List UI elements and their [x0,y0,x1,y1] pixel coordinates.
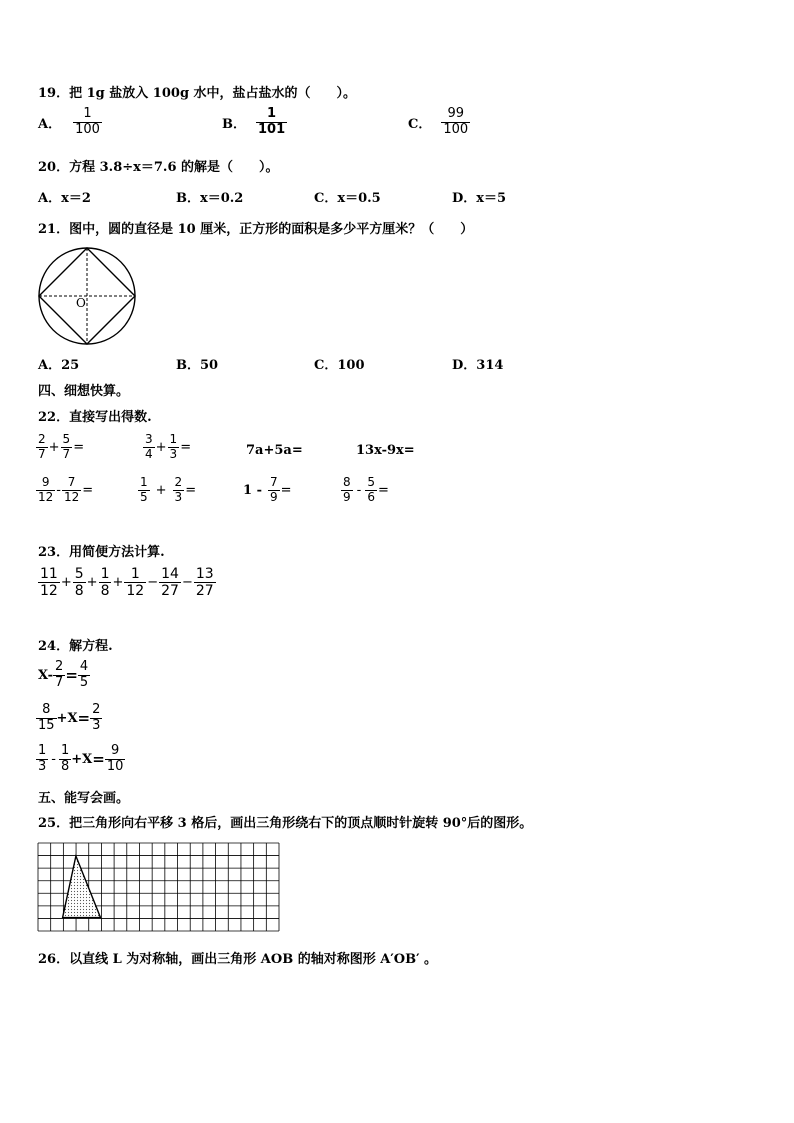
denominator: 7 [62,446,71,461]
circle-square-figure [36,246,140,346]
numerator: 14 [161,566,179,582]
q24-equation-2 [36,703,102,734]
q22-stem: 22．直接写出得数. [38,410,152,425]
numerator: 2 [92,702,101,717]
denominator: 100 [75,121,100,137]
fraction [124,566,146,599]
denominator: 100 [443,121,469,137]
denominator: 8 [74,583,84,600]
q22-expr-r1c2 [143,433,192,462]
q22-expr-r2c1 [36,476,94,505]
fraction [61,433,73,462]
q20-option-a: A．x＝2 [38,191,91,206]
fraction [36,744,48,775]
fraction [73,566,86,599]
q24-equation-3 [36,744,125,775]
denominator: 15 [38,717,55,733]
fraction [365,476,377,505]
denominator: 5 [140,489,148,504]
numerator: 1 [60,743,70,758]
numerator: 1 [83,106,92,121]
fraction [36,703,57,734]
q21-option-b: B．50 [176,358,219,373]
numerator: 1 [140,475,148,489]
q23-expression [38,566,216,599]
denominator: 9 [343,489,351,504]
operator: - [356,482,362,498]
equals: = [65,666,78,685]
equals: = [377,482,389,498]
numerator: 11 [40,566,58,582]
numerator: 8 [42,702,51,717]
leading-term: 1 - [243,482,262,498]
denominator: 12 [40,583,58,600]
fraction [143,433,155,462]
denominator: 3 [174,489,183,504]
q22-expr-r1c1 [36,433,85,462]
q24-equation-1 [38,660,90,691]
fraction [90,703,102,734]
option-label: C． [408,116,432,132]
operator: − [181,575,193,591]
q20-option-d: D．x＝5 [452,191,507,206]
q22-expr-r2c3 [243,476,293,505]
numerator: 9 [110,743,120,758]
numerator: 8 [343,475,351,489]
denominator: 4 [145,446,153,461]
denominator: 27 [161,583,179,600]
middle-term: +X [71,751,93,767]
q21-option-c: C．100 [314,358,365,373]
denominator: 5 [79,674,89,690]
fraction [194,566,216,599]
shaded-triangle [63,856,101,918]
denominator: 7 [38,446,46,461]
operator: + [155,482,167,498]
operator: + [112,575,124,591]
operator: − [147,575,159,591]
numerator: 5 [367,475,375,489]
fraction [173,476,185,505]
q19-option-c [408,107,470,138]
fraction [36,476,55,505]
q19-option-b [222,107,287,138]
fraction [105,744,126,775]
numerator: 2 [38,432,46,446]
numerator: 3 [145,432,153,446]
fraction [62,476,81,505]
numerator: 1 [38,743,47,758]
denominator: 3 [92,717,101,733]
operator: - [56,482,61,498]
fraction [38,566,60,599]
numerator: 4 [79,659,89,674]
denominator: 9 [269,489,278,504]
fraction [441,107,470,138]
operator: + [60,575,72,591]
denominator: 101 [258,121,286,137]
fraction [78,660,90,691]
numerator: 1 [169,432,178,446]
q21-option-d: D．314 [452,358,504,373]
equals: = [180,439,192,455]
numerator: 99 [447,106,465,121]
operator: + [48,439,60,455]
denominator: 10 [106,758,124,774]
q20-option-c: C．x＝0.5 [314,191,381,206]
q22-expr-r1c4: 13x-9x= [356,443,415,458]
numerator: 5 [74,566,84,582]
q22-expr-r2c4 [341,476,390,505]
equals: = [92,750,105,769]
denominator: 8 [100,583,110,600]
fraction [53,660,65,691]
equals: = [73,439,85,455]
q20-stem: 20．方程 3.8÷x＝7.6 的解是（ ）。 [38,160,279,175]
q19-option-a [38,107,102,138]
numerator: 1 [267,106,277,121]
fraction [36,433,48,462]
denominator: 3 [38,758,47,774]
q21-option-a: A．25 [38,358,80,373]
q19-stem: 19．把 1g 盐放入 100g 水中，盐占盐水的（ ）。 [38,86,357,101]
q21-stem: 21．图中，圆的直径是 10 厘米，正方形的面积是多少平方厘米？（ ） [38,222,474,237]
operator: + [86,575,98,591]
denominator: 3 [169,446,178,461]
q24-stem: 24．解方程. [38,639,113,654]
denominator: 12 [63,489,80,504]
section-heading: 五、能写会画。 [38,791,130,806]
q25-stem: 25．把三角形向右平移 3 格后，画出三角形绕右下的顶点顺时针旋转 90°后的图形。 [38,816,533,831]
middle-term: +X [56,710,78,726]
center-label: O [76,296,86,310]
numerator: 1 [100,566,110,582]
denominator: 27 [195,583,214,600]
fraction [341,476,353,505]
denominator: 6 [367,489,375,504]
fraction [168,433,180,462]
equals: = [280,482,292,498]
q26-stem: 26．以直线 L 为对称轴，画出三角形 AOB 的轴对称图形 A′OB′ 。 [38,952,438,967]
denominator: 12 [38,489,54,504]
numerator: 9 [41,475,50,489]
equals: = [82,482,94,498]
fraction [59,744,71,775]
leading-term: X- [38,667,54,683]
fraction [73,107,102,138]
option-label: A． [38,116,62,132]
fraction [268,476,280,505]
numerator: 7 [269,475,278,489]
q23-stem: 23．用简便方法计算. [38,545,165,560]
q22-expr-r1c3: 7a+5a= [246,443,303,458]
equals: = [77,709,91,728]
operator: + [155,439,167,455]
q22-expr-r2c2 [138,476,197,505]
option-label: B． [222,116,246,132]
section-heading: 四、细想快算。 [38,384,130,399]
numerator: 5 [62,432,71,446]
denominator: 7 [55,674,64,690]
numerator: 2 [55,659,64,674]
numerator: 7 [67,475,76,489]
fraction [99,566,112,599]
fraction [256,107,287,138]
operator: - [51,751,56,767]
denominator: 12 [126,583,145,600]
denominator: 8 [60,758,70,774]
fraction [159,566,181,599]
triangle-grid [37,842,280,932]
numerator: 1 [130,566,140,582]
equals: = [185,482,197,498]
numerator: 2 [174,475,183,489]
fraction [138,476,150,505]
numerator: 13 [195,566,214,582]
q20-option-b: B．x＝0.2 [176,191,244,206]
